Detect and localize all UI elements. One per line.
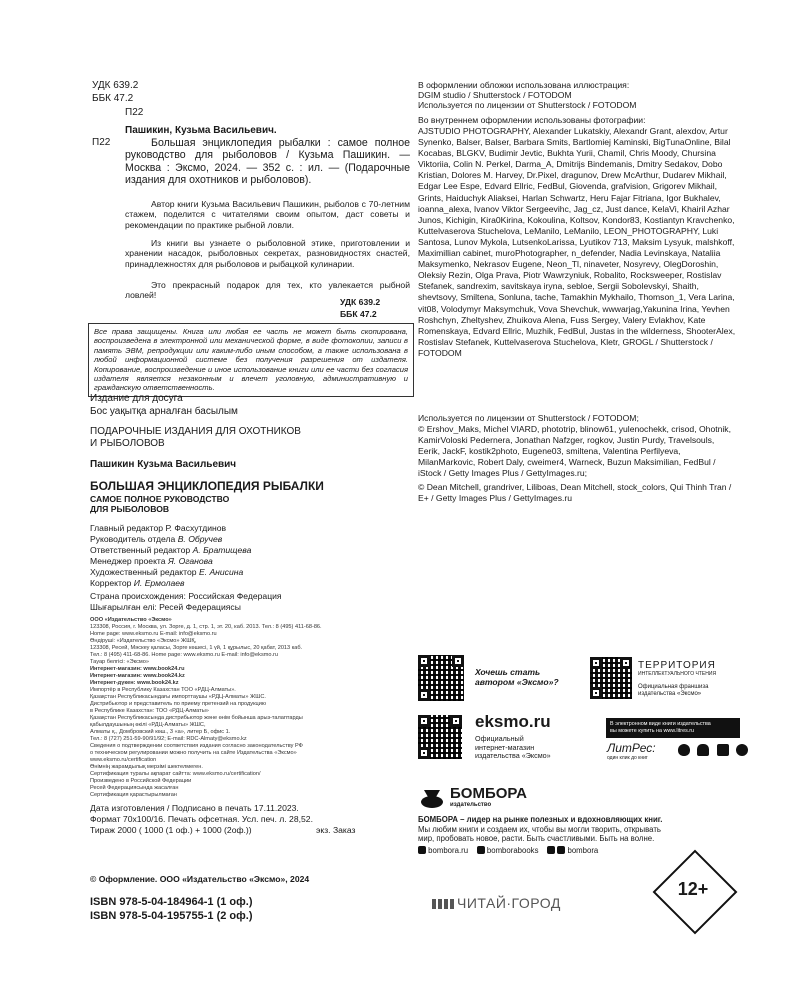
annotation-2: Из книги вы узнаете о рыболовной этике, приготовлении и хранении насадок, рыболовных секретах, разновидностях снастей, принадлежностях для рыболовов и рыбацкой кулинарии. [125, 238, 410, 269]
series-line-1: ПОДАРОЧНЫЕ ИЗДАНИЯ ДЛЯ ОХОТНИКОВ [90, 426, 301, 437]
edition-kz: Бос уақытқа арналған басылым [90, 406, 238, 417]
fine-print-line: в Республике Казахстан: ТОО «РДЦ-Алматы» [90, 708, 209, 714]
fine-print-line: Алматы қ., Домбровский көш., 3 «а», литер Б, офис 1. [90, 729, 231, 735]
publisher-fine-print [90, 617, 410, 799]
author-cta-1: Хочешь стать [475, 667, 541, 677]
author-qr-code[interactable] [418, 655, 464, 701]
title-sub-1: САМОЕ ПОЛНОЕ РУКОВОДСТВО [90, 494, 230, 504]
rights-box [88, 323, 414, 397]
staff-row: Корректор И. Ермолаев [90, 578, 185, 588]
fine-print-line: Тауар белгісі: «Эксмо» [90, 659, 149, 665]
age-rating: 12+ [677, 879, 709, 899]
litres-logo[interactable]: ЛитРес: [607, 741, 656, 755]
apple-icon[interactable] [678, 744, 690, 756]
web-icon[interactable] [736, 744, 748, 756]
fine-print-line: 123308, Россия, г. Москва, ул. Зорге, д. 1, стр. 1, эт. 20, каб. 2013. Тел.: 8 (495) 411-68-86. [90, 624, 322, 630]
bombora-logo-icon [418, 787, 446, 809]
chitai-gorod-logo: ЧИТАЙ·ГОРОД [457, 895, 561, 911]
eksmo-qr-code[interactable] [418, 715, 462, 759]
app-store-icons [678, 743, 748, 761]
territory-franchise-2: издательства «Эксмо» [638, 691, 702, 697]
fine-print-line: Произведено в Российской Федерации [90, 778, 192, 784]
bombora-sub: издательство [450, 802, 492, 808]
edition-ru: Издание для досуга [90, 393, 183, 404]
staff-row: Ответственный редактор А. Братищева [90, 545, 252, 555]
code-top: П22 [125, 107, 144, 118]
fine-print-line: Интернет-магазин: www.book24.kz [90, 673, 185, 679]
staff-row: Руководитель отдела В. Обручев [90, 534, 223, 544]
copyright: © Оформление. ООО «Издательство «Эксмо», 2024 [90, 874, 310, 884]
fine-print-line: Сертификация туралы ақпарат сайтта: www.eksmo.ru/certification/ [90, 771, 261, 777]
fine-print-line: Өнімнің жарамдылық мерзімі шектелмеген. [90, 764, 203, 770]
cover-credit: В оформлении обложки использована иллюстрация: [418, 80, 630, 90]
rights-text: Все права защищены. Книга или любая ее часть не может быть скопирована, воспроизведена в электронной или механической форме, в виде фотокопии, записи в память ЭВМ, репродукции или каким-либо иным способом, а также использована в любой информационной системе без получения разрешения от издателя. Копирование, воспроизведение и иное использование книги или ее части без согласия издателя является незаконным и влечет уголовную, административную и гражданскую ответственность. [94, 327, 408, 393]
print-date: Дата изготовления / Подписано в печать 17.11.2023. [90, 803, 299, 813]
annotation-1: Автор книги Кузьма Васильевич Пашикин, рыболов с 70-летним стажем, поделится с читателями своим опытом, даст советы и рекомендации по практике рыбной ловли. [125, 199, 410, 230]
cover-license: Используется по лицензии от Shutterstock / FOTODOM [418, 100, 637, 110]
social-site[interactable]: bombora.ru [428, 846, 469, 855]
fine-print-line: Интернет-дүкен: www.book24.kz [90, 680, 179, 686]
telegram-icon [547, 846, 555, 854]
social-vk[interactable]: bomborabooks [486, 846, 539, 855]
fine-print-line: Тел.: 8 (727) 251-59-90/91/92; E-mail: RDC-Almaty@eksmo.kz [90, 736, 247, 742]
fine-print-line: Өндіруші: «Издательство «Эксмо» ЖШҚ, [90, 638, 197, 644]
fine-print-line: Импортёр в Республику Казахстан ТОО «РДЦ-Алматы». [90, 687, 236, 693]
territory-qr-code[interactable] [590, 657, 632, 699]
fine-print-line: 123308, Ресей, Мәскеу қаласы, Зорге көшесі, 1 үй, 1 құрылыс, 20 қабат, 2013 каб. [90, 645, 303, 651]
windows-icon[interactable] [717, 744, 729, 756]
udk-top: УДК 639.2 [92, 80, 139, 91]
staff-list [90, 523, 410, 589]
author-cta-2: автором «Эксмо»? [475, 677, 559, 687]
website-icon [418, 846, 426, 854]
android-icon[interactable] [697, 744, 709, 756]
series-line-2: И РЫБОЛОВОВ [90, 438, 165, 449]
territory-franchise-1: Официальная франшиза [638, 684, 709, 690]
print-format: Формат 70x100/16. Печать офсетная. Усл. печ. л. 28,52. [90, 814, 313, 824]
inner-credit: Во внутреннем оформлении использованы фотографии: [418, 115, 646, 125]
country-ru: Страна происхождения: Российская Федерация [90, 591, 282, 601]
fine-print-line: Қазақстан Республикасындағы импорттаушы «РДЦ-Алматы» ЖШС. [90, 694, 266, 700]
staff-row: Художественный редактор Е. Анисина [90, 567, 244, 577]
isbn-1: ISBN 978-5-04-184964-1 (1 оф.) [90, 896, 253, 908]
fine-print-line: Ресей Федерациясында жасалған [90, 785, 179, 791]
fine-print-line: қабылдаушының өкілі «РДЦ-Алматы» ЖШС, [90, 722, 206, 728]
title-main: БОЛЬШАЯ ЭНЦИКЛОПЕДИЯ РЫБАЛКИ [90, 479, 324, 493]
cover-source: DGIM studio / Shutterstock / FOTODOM [418, 90, 572, 100]
author-heading: Пашикин, Кузьма Васильевич. [125, 125, 277, 136]
photographers: AJSTUDIO PHOTOGRAPHY, Alexander Lukatskiy, Alexandr Grant, alexdov, Artur Synenko, Balser, Balser, Barbara Smits, Bartlomiej Kaminski, BigTunaOnline, Bilal Kocabas, BLGKV, Budimir Jevtic, Bukhta Yurii, Chamil, Chris Moody, Chursina Viktoriia, Colin N. Perkel, Darma_A, Dmitrijs Bindemanis, Dmitry Sedakov, Dobo Kristian, Dolores M. Harvey, Dr.Pixel, dragunov, Drew McArthur, Dudarev Mikhail, Edgar Lee Espe, Edvard Ellric, FedBul, Giovenda, grafvision, Grigorev Mikhail, Grints, Haiduchyk Aliaksei, Harlan Schwartz, Heru Fajar Fitriana, Igor Bukhalev, ioanna_alexa, Ivanov Viktor Sergeevihc, Jag_cz, Just dance, KelaVi, Khairil Azhar Junos, Kichigin, Kira0Kirina, Kokoulina, Koltsov, Kondor83, Kostiantyn Kravchenko, Kuttelvaserova Stuchelova, LeManilo, LeManilo, LEON_PHOTOGRAPHY, Luki Santosa, Lunov Mykola, LutsenkoLarissa, Lyutikov 713, Maksim Lysyuk, malshkoff, Maximillian cabinet, muroPhotographer, n_defender, Nadia Levinskaya, Nataliia Maksymenko, Nekrasov Eugene, Neon_Tl, ninaveter, Nosyrevy, OlegDoroshin, Oleksiy Rezin, Olga Prava, Piotr Wawrzyniuk, Robalito, Rocksweeper, Rostislav Stefanek, sandrexim, savitskaya iryna, sebloe, Sergii Sobolevskyi, Shaith, shevtsovy, Smiltena, Sonluna, tache, Tamakhin Mykhailo, Thomson_1, Vera Larina, vit08, Volodymyr Maksymchuk, Vova Shevchuk, wwwarjag,Yakunina Irina, Yevhen Roshchyn, Zheltyshev, Zhuikova Alena, Fuss Sergey, Valery Evlakhov, Kate Romenskaya, Edvard Ellric, Muzhik, FedBul, Justas in the wilderness, ShooterAlex, Rostislav Stefanek, Kuttelvaserova Stuchelova, Kletr, GROGL / Shutterstock / FOTODOM [418, 126, 736, 358]
fine-print-line: Home page: www.eksmo.ru E-mail: info@eksmo.ru [90, 631, 217, 637]
code-side: П22 [92, 137, 111, 148]
litres-banner[interactable]: В электронном виде книги издательства вы можете купить на www.litres.ru [606, 718, 740, 738]
fine-print-line: ООО «Издательство «Эксмо» [90, 617, 172, 623]
istock-credit: © Ershov_Maks, Michel VIARD, phototrip, blinow61, yulenochekk, crisod, Ohotnik, KamirVoloski Pedernera, Jonathan Nafzger, rogkov, Justin Purdy, Travelsouls, Eerik, JackF, kostik2photo, Eugene03, smiltena, Valentina Perfilyeva, MilanMarkovic, Robert Daly, cweimer4, Warneck, Buzun Maksimilian, FedBul / iStock / Getty Images Plus / GettyImages.ru; [418, 424, 731, 479]
social-tg[interactable]: bombora [567, 846, 599, 855]
title-sub-2: ДЛЯ РЫБОЛОВОВ [90, 504, 170, 514]
litres-tagline: один клик до книг [607, 755, 648, 761]
order-number: экз. Заказ [316, 825, 356, 835]
fine-print-line: www.eksmo.ru/certification [90, 757, 157, 763]
vk-icon [477, 846, 485, 854]
udk-bottom: УДК 639.2 [340, 297, 381, 307]
bbk-bottom: ББК 47.2 [340, 309, 377, 319]
fine-print-line: Сертификация қарастырылмаған [90, 792, 177, 798]
country-kz: Шығарылған елі: Ресей Федерациясы [90, 602, 241, 612]
fine-print-line: Интернет-магазин: www.book24.ru [90, 666, 185, 672]
chitai-gorod-icon [432, 897, 456, 909]
bombora-logo: БОМБОРА [450, 785, 527, 802]
territory-logo: ТЕРРИТОРИЯ [638, 660, 716, 671]
fine-print-line: Қазақстан Республикасында дистрибьютор және өнім бойынша арыз-талаптарды [90, 715, 303, 721]
fine-print-line: Дистрибьютор и представитель по приему претензий на продукцию [90, 701, 267, 707]
getty-credit: © Dean Mitchell, grandriver, Liliboas, Dean Mitchell, stock_colors, Qui Thinh Tran / E+ / Getty Images Plus / GettyImages.ru [418, 482, 732, 504]
fine-print-line: Тел.: 8 (495) 411-68-86. Home page: www.eksmo.ru E-mail: info@eksmo.ru [90, 652, 279, 658]
inner-license: Используется по лицензии от Shutterstock / FOTODOM; [418, 413, 639, 423]
isbn-2: ISBN 978-5-04-195755-1 (2 оф.) [90, 910, 253, 922]
fine-print-line: Сведения о подтверждении соответствия издания согласно законодательству РФ [90, 743, 303, 749]
eksmo-url[interactable]: eksmo.ru [475, 712, 551, 731]
fine-print-line: о техническом регулировании можно получить на сайте Издательства «Эксмо» [90, 750, 297, 756]
eksmo-desc: Официальный интернет-магазин издательства «Эксмо» [475, 734, 551, 761]
print-run: Тираж 2000 ( 1000 (1 оф.) + 1000 (2оф.)) [90, 825, 252, 835]
bbk-top: ББК 47.2 [92, 93, 134, 104]
annotation-3: Это прекрасный подарок для тех, кто увлекается рыбной ловлей! [125, 280, 410, 301]
territory-tagline: ИНТЕЛЛЕКТУАЛЬНОГО ЧТЕНИЯ [638, 671, 717, 677]
bib-entry: Большая энциклопедия рыбалки : самое полное руководство для рыболовов / Кузьма Пашикин. — Москва : Эксмо, 2024. — 352 с. : ил. — (Подарочные издания для охотников и рыболовов). [125, 137, 410, 187]
ok-icon [557, 846, 565, 854]
author-full: Пашикин Кузьма Васильевич [90, 459, 237, 470]
staff-row: Менеджер проекта Я. Оганова [90, 556, 213, 566]
staff-row: Главный редактор Р. Фасхутдинов [90, 523, 227, 533]
bombora-desc: БОМБОРА – лидер на рынке полезных и вдохновляющих книг. Мы любим книги и создаем их, чтобы вы могли творить, открывать мир, пробовать новое, расти. Быть счастливыми. Быть на волне. [418, 815, 663, 844]
